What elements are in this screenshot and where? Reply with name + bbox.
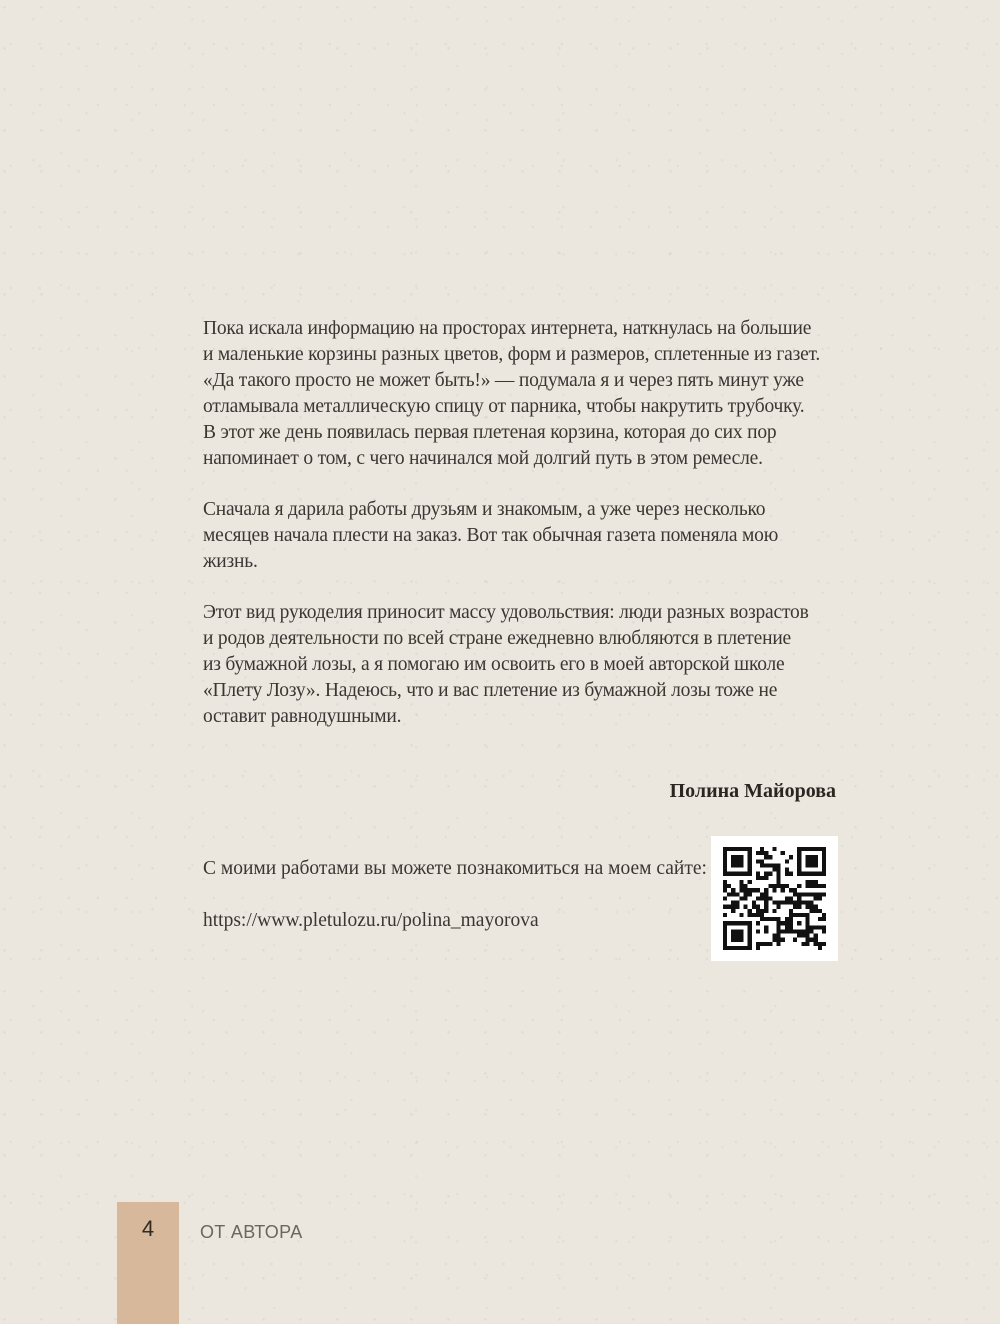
text-line: Пока искала информацию на просторах интернета, наткнулась на большие bbox=[203, 318, 812, 339]
text-line: из бумажной лозы, а я помогаю им освоить его в моей авторской школе bbox=[203, 654, 785, 675]
text-line: отламывала металлическую спицу от парника, чтобы накрутить трубочку. bbox=[203, 396, 805, 417]
author-text bbox=[203, 316, 843, 755]
paragraph-1 bbox=[203, 316, 843, 472]
paragraph-3 bbox=[203, 600, 843, 730]
text-line: Сначала я дарила работы друзьям и знакомым, а уже через несколько bbox=[203, 499, 766, 520]
text-line: и родов деятельности по всей стране ежедневно влюбляются в плетение bbox=[203, 628, 792, 649]
text-line: оставит равнодушными. bbox=[203, 706, 402, 727]
site-intro-text: С моими работами вы можете познакомиться на моем сайте: bbox=[203, 858, 707, 879]
text-line: и маленькие корзины разных цветов, форм и размеров, сплетенные из газет. bbox=[203, 344, 821, 365]
text-line: «Плету Лозу». Надеюсь, что и вас плетение из бумажной лозы тоже не bbox=[203, 680, 778, 701]
website-link[interactable]: https://www.pletulozu.ru/polina_mayorova bbox=[203, 910, 539, 931]
section-label: ОТ АВТОРА bbox=[200, 1222, 303, 1242]
page-number-tab bbox=[117, 1202, 179, 1324]
text-line: Этот вид рукоделия приносит массу удовольствия: люди разных возрастов bbox=[203, 602, 809, 623]
text-line: месяцев начала плести на заказ. Вот так обычная газета поменяла мою bbox=[203, 525, 779, 546]
text-line: напоминает о том, с чего начинался мой долгий путь в этом ремесле. bbox=[203, 448, 763, 469]
text-line: «Да такого просто не может быть!» — подумала я и через пять минут уже bbox=[203, 370, 804, 391]
page-number: 4 bbox=[141, 1216, 155, 1241]
qr-code-icon[interactable] bbox=[711, 836, 838, 961]
paragraph-2 bbox=[203, 497, 843, 575]
text-line: В этот же день появилась первая плетеная корзина, которая до сих пор bbox=[203, 422, 777, 443]
author-signature: Полина Майорова bbox=[669, 780, 836, 802]
qr-code-graphic bbox=[723, 847, 826, 950]
text-line: жизнь. bbox=[203, 551, 258, 572]
